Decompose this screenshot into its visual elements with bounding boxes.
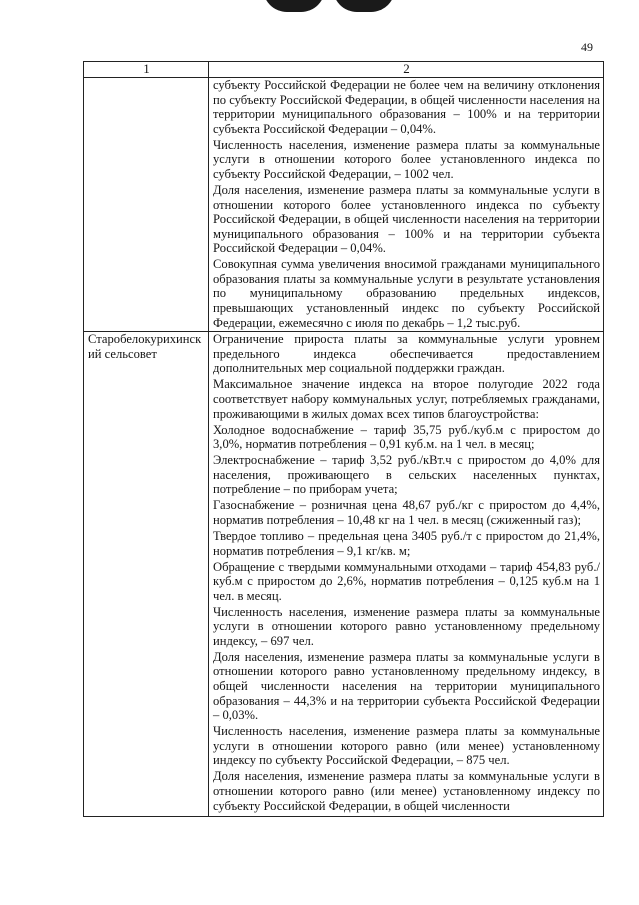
paragraph: Твердое топливо – предельная цена 3405 руб./т с приростом до 21,4%, норматив потребления – 9,1 кг/кв. м; — [213, 528, 600, 558]
scan-artifact-right — [333, 0, 395, 12]
municipality-name: Старобелокурихинский сельсовет — [84, 332, 209, 816]
paragraph: Обращение с твердыми коммунальными отходами – тариф 454,83 руб./куб.м с приростом до 2,6%, норматив потребления – 0,125 куб.м на 1 чел. в месяц. — [213, 559, 600, 603]
paragraph: субъекту Российской Федерации не более чем на величину отклонения по субъекту Российской Федерации, в общей численности населения на территории муниципального образования – 100% и на территории субъекта Российской Федерации – 0,04%. — [213, 78, 600, 136]
column-header-2: 2 — [209, 62, 604, 78]
paragraph: Максимальное значение индекса на второе полугодие 2022 года соответствует набору коммунальных услуг, потребляемых гражданами, проживающими в жилых домах всех типов благоустройства: — [213, 377, 600, 421]
table-header-row — [84, 62, 604, 78]
document-table — [83, 61, 604, 817]
paragraph: Численность населения, изменение размера платы за коммунальные услуги в отношении которого более установленного индекса по субъекту Российской Федерации, – 1002 чел. — [213, 137, 600, 181]
row-content — [209, 78, 604, 332]
paragraph: Газоснабжение – розничная цена 48,67 руб./кг с приростом до 4,4%, норматив потребления – 10,48 кг на 1 чел. в месяц (сжиженный газ); — [213, 498, 600, 527]
paragraph: Численность населения, изменение размера платы за коммунальные услуги в отношении которого равно (или менее) установленному индексу по субъекту Российской Федерации, – 875 чел. — [213, 724, 600, 768]
table-row — [84, 332, 604, 816]
paragraph: Доля населения, изменение размера платы за коммунальные услуги в отношении которого равно установленному предельному индексу, в общей численности населения на территории муниципального образования – 44,3% и на территории субъекта Российской Федерации – 0,03%. — [213, 649, 600, 723]
paragraph: Доля населения, изменение размера платы за коммунальные услуги в отношении которого более установленного индекса по субъекту Российской Федерации, в общей численности населения на территории муниципального образования – 100% и на территории субъекта Российской Федерации – 0,04%. — [213, 182, 600, 256]
paragraph: Численность населения, изменение размера платы за коммунальные услуги в отношении которого равно установленному предельному индексу, – 697 чел. — [213, 604, 600, 648]
page-number: 49 — [581, 40, 593, 54]
municipality-name — [84, 78, 209, 332]
table-row — [84, 78, 604, 332]
paragraph: Совокупная сумма увеличения вносимой гражданами муниципального образования платы за коммунальные услуги в результате установления по муниципальному образованию предельных индексов, превышающих установленный индекс по субъекту Российской Федерации, ежемесячно с июля по декабрь – 1,2 тыс.руб. — [213, 257, 600, 330]
paragraph: Ограничение прироста платы за коммунальные услуги уровнем предельного индекса обеспечивается предоставлением дополнительных мер социальной поддержки граждан. — [213, 332, 600, 376]
scan-artifact-left — [263, 0, 325, 12]
paragraph: Электроснабжение – тариф 3,52 руб./кВт.ч с приростом до 4,0% для населения, проживающего в сельских населенных пунктах, потребление – по приборам учета; — [213, 453, 600, 497]
paragraph: Холодное водоснабжение – тариф 35,75 руб./куб.м с приростом до 3,0%, норматив потребления – 0,91 куб.м. на 1 чел. в месяц; — [213, 422, 600, 452]
paragraph: Доля населения, изменение размера платы за коммунальные услуги в отношении которого равно (или менее) установленному индексу по субъекту Российской Федерации, в общей численности — [213, 769, 600, 813]
row-content — [209, 332, 604, 816]
column-header-1: 1 — [84, 62, 209, 78]
